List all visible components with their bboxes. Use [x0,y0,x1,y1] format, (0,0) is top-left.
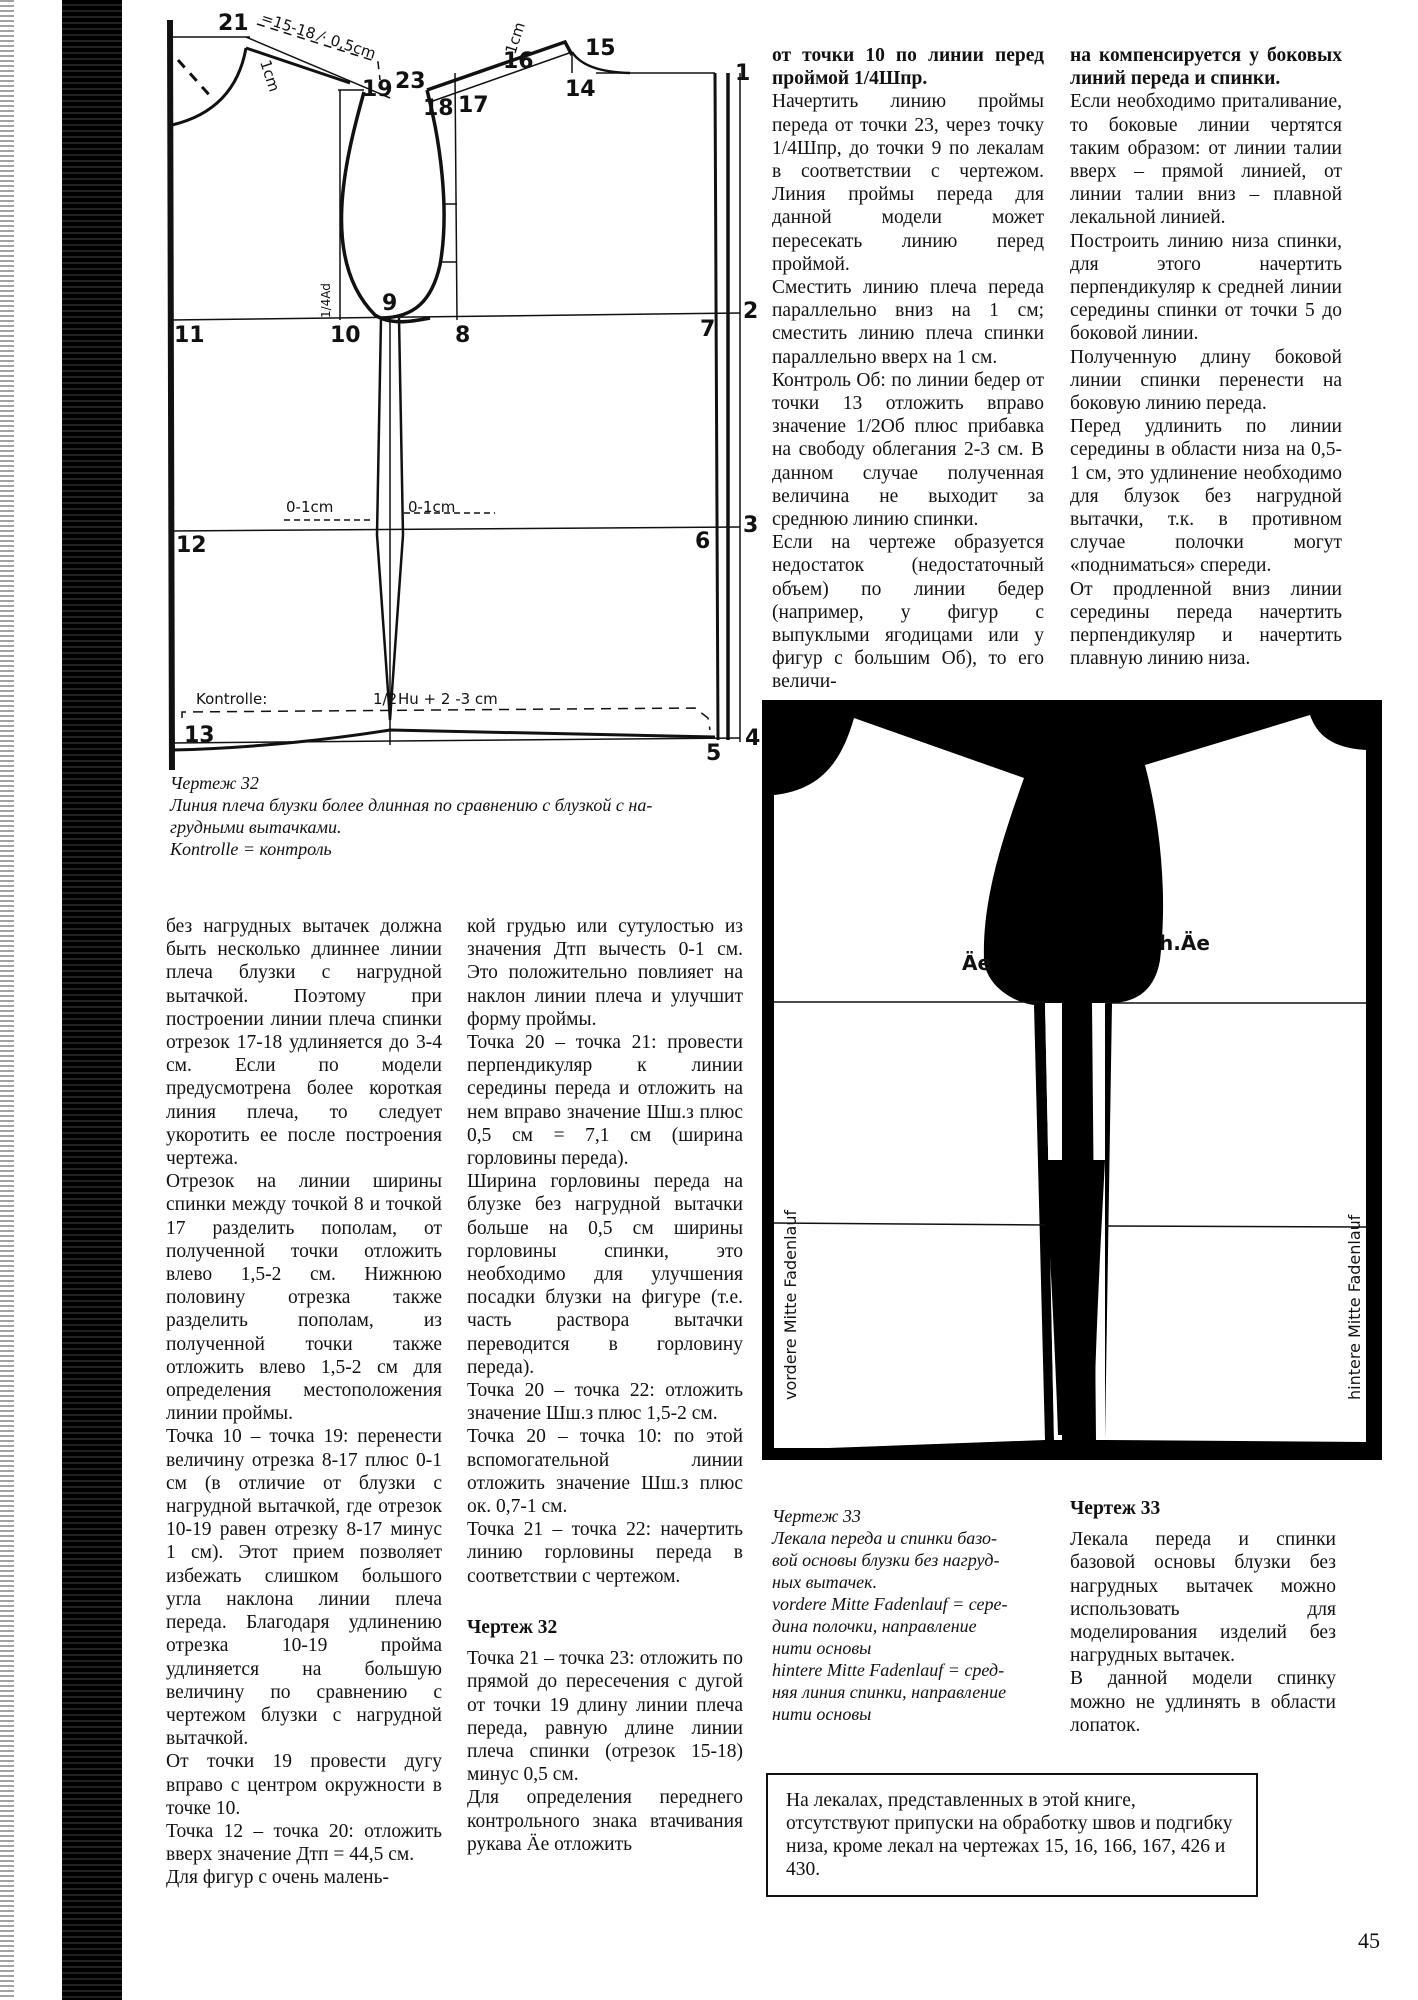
binding-bar [62,0,122,2000]
paragraph: Сместить линию плеча переда параллельно вниз на 1 см; сместить линию плеча спинки параллельно вверх на 1 см. [772,277,1044,368]
point-21: 21 [218,11,249,36]
paragraph: Если необходимо приталивание, то боковые линии чертятся таким образом: от линии талии вверх – прямой линией, от линии талии вниз – плавной лекальной линией. [1070,91,1342,229]
caption-title: Чертеж 33 [772,1506,861,1526]
note-text: На лекалах, представленных в этой книге, отсутствуют припуски на обработку швов и подгибку низа, кроме лекал на чертежах 15, 16, 166, 167, 426 и 430. [786,1790,1233,1880]
figure-33-caption [772,1505,1052,1725]
point-12: 12 [176,533,207,558]
caption-line: нити основы [772,1704,872,1724]
point-18: 18 [423,96,454,121]
point-7: 7 [700,317,716,342]
point-3: 3 [743,513,759,538]
one-cm-front-label: 1cm [256,57,284,95]
point-5: 5 [706,741,722,766]
point-16: 16 [503,49,534,74]
paragraph: Точка 21 – точка 22: начертить линию горловины переда в соответствии с чертежом. [467,1519,743,1587]
paragraph: Точка 21 – точка 23: отложить по прямой до пересечения с дугой от точки 19 длину линии плеча переда, равную длине линии плеча спинки (отрезок 15-18) минус 0,5 см. [467,1648,743,1786]
caption-line: Kontrolle = контроль [170,839,332,859]
text-column-2-bottom [467,915,743,1856]
shoulder-formula: =15-18 ⁄· 0,5cm [258,8,379,63]
paragraph: Точка 20 – точка 21: провести перпендикуляр к линии середины переда и отложить на нем вправо значение Шш.з плюс 0,5 см = 7,1 см (ширина горловины переда). [467,1032,743,1170]
paragraph: От точки 19 провести дугу вправо с центром окружности в точке 10. [166,1751,442,1819]
control-half: 1/2 [373,690,398,708]
front-center-grainline-label: vordere Mitte Fadenlauf [781,1209,800,1400]
caption-line: грудными вытачками. [170,817,342,837]
point-17: 17 [458,93,489,118]
point-15: 15 [585,36,616,61]
quarter-ad-label: 1/4Ad [319,283,333,318]
binding-shadow [0,0,14,2000]
paragraph: Точка 20 – точка 22: отложить значение Шш.з плюс 1,5-2 см. [467,1380,743,1425]
text-column-1-bottom [166,915,442,1890]
page-number: 45 [1358,1928,1380,1953]
point-8: 8 [455,323,471,348]
paragraph: кой грудью или сутулостью из значения Дтп вычесть 0-1 см. Это положительно повлияет на наклон линии плеча и улучшит форму проймы. [467,916,743,1030]
paragraph: Отрезок на линии ширины спинки между точкой 8 и точкой 17 разделить пополам, от полученной точки отложить влево 1,5-2 см. Нижнюю половину отрезка также разделить пополам, из полученной точки также отложить влево 1,5-2 см для определения местоположения линии проймы. [166,1171,442,1425]
paragraph: Лекала переда и спинки базовой основы блузки без нагрудных вытачек можно использовать для моделирования изделий без нагрудных вытачек. [1070,1529,1336,1667]
paragraph: Контроль Об: по линии бедер от точки 13 отложить вправо значение 1/2Об плюс прибавка на свободу облегания 2-3 см. В данном случае полученная величина не выходит за среднюю линию спинки. [772,369,1044,531]
ae-back-notch-label: h.Äe [1159,931,1210,955]
point-9: 9 [382,291,398,316]
paragraph: Точка 20 – точка 10: по этой вспомогательной линии отложить значение Шш.з плюс ок. 0,7-1 см. [467,1426,743,1518]
paragraph: Начертить линию проймы переда от точки 23, через точку 1/4Шпр, до точки 9 по лекалам в соответствии с чертежом. Линия проймы переда для данной модели может пересекать линию перед проймой. [772,91,1044,275]
paragraph: Для фигур с очень малень- [166,1867,390,1889]
point-1: 1 [735,61,751,86]
section-heading: Чертеж 32 [467,1616,558,1638]
ae-front-notch-label: Äe [962,951,992,975]
paragraph: Полученную длину боковой линии спинки перенести на боковую линию переда. [1070,346,1342,415]
point-2: 2 [743,299,759,324]
paragraph: От продленной вниз линии середины переда начертить перпендикуляр и начертить плавную линию низа. [1070,578,1342,670]
paragraph: Если на чертеже образуется недостаток (недостаточный объем) по линии бедер (например, у фигур с выпуклыми ягодицами или у фигур с большим Об), то его величи- [772,532,1044,693]
paragraph: Точка 10 – точка 19: перенести величину отрезка 8-17 плюс 0-1 см (в отличие от блузки с нагрудной вытачкой, где отрезок 10-19 равен отрезку 8-17 минус 1 см). Этот прием позволяет избежать слишком большого угла наклона линии плеча переда. Благодаря удлинению отрезка 10-19 пройма удлиняется на большую величину по сравнению с чертежом блузки с нагрудной вытачкой. [166,1426,442,1750]
paragraph: Точка 12 – точка 20: отложить вверх значение Дтп = 44,5 см. [166,1820,442,1866]
point-6: 6 [695,529,711,554]
caption-title: Чертеж 32 [170,773,259,793]
figure-32-drawing [140,0,760,770]
pattern-pieces-svg [762,700,1382,1460]
caption-line: vordere Mitte Fadenlauf = сере- [772,1594,1008,1614]
point-13: 13 [184,723,215,748]
paragraph: Перед удлинить по линии середины в области низа на 0,5-1 см, это удлинение необходимо для блузок без нагрудной вытачки, т.к. в противном случае полочки могут «подниматься» спереди. [1070,416,1342,577]
point-4: 4 [745,726,760,751]
caption-line: hintere Mitte Fadenlauf = сред- [772,1660,1005,1680]
paragraph: от точки 10 по линии перед проймой 1/4Шпр. [772,45,1044,90]
caption-line: ных вытачек. [772,1572,878,1592]
text-column-3-top [772,44,1044,694]
caption-line: няя линия спинки, направление [772,1682,1007,1702]
seam-allowance-note [766,1773,1258,1897]
dart-left-label: 0-1cm [286,498,334,516]
dart-right-label: 0-1cm [408,498,456,516]
point-11: 11 [174,323,205,348]
control-formula: Hu + 2 -3 cm [398,690,498,708]
figure-32-caption [170,772,730,860]
section-heading: Чертеж 33 [1070,1498,1161,1519]
one-cm-back-label: 1cm [501,19,529,57]
paragraph: В данной модели спинку можно не удлинять в области лопаток. [1070,1668,1336,1736]
text-column-4-top [1070,44,1342,670]
point-14: 14 [565,77,596,102]
paragraph: Ширина горловины переда на блузке без нагрудной вытачки больше на 0,5 см ширины горловины спинки, это необходимо для улучшения посадки блузки на фигуре (т.е. часть раствора вытачки переводится в горловину переда). [467,1171,743,1378]
caption-line: нити основы [772,1638,872,1658]
back-center-grainline-label: hintere Mitte Fadenlauf [1345,1214,1364,1400]
caption-line: Лекала переда и спинки базо- [772,1528,998,1548]
control-label: Kontrolle: [196,690,268,708]
paragraph: без нагрудных вытачек должна быть несколько длиннее линии плеча блузки с нагрудной вытачкой. Поэтому при построении линии плеча спинки отрезок 17-18 удлиняется до 3-4 см. Если по модели предусмотрена более короткая линия плеча, то следует укоротить ее после построения чертежа. [166,916,442,1170]
text-column-4-bottom [1070,1497,1336,1737]
pattern-draft-svg [140,0,760,770]
page-binding-edge [0,0,150,2000]
point-10: 10 [330,323,361,348]
paragraph: Для определения переднего контрольного знака втачивания рукава Äe отложить [467,1787,743,1855]
caption-line: дина полочки, направление [772,1616,977,1636]
paragraph: на компенсируется у боковых линий переда и спинки. [1070,45,1342,90]
figure-33-drawing [762,700,1382,1460]
paragraph: Построить линию низа спинки, для этого начертить перпендикуляр к средней линии середины спинки от точки 5 до боковой линии. [1070,230,1342,345]
point-23: 23 [395,69,426,94]
point-19: 19 [362,77,393,102]
caption-line: Линия плеча блузки более длинная по сравнению с блузкой с на- [170,795,653,815]
caption-line: вой основы блузки без нагруд- [772,1550,1000,1570]
